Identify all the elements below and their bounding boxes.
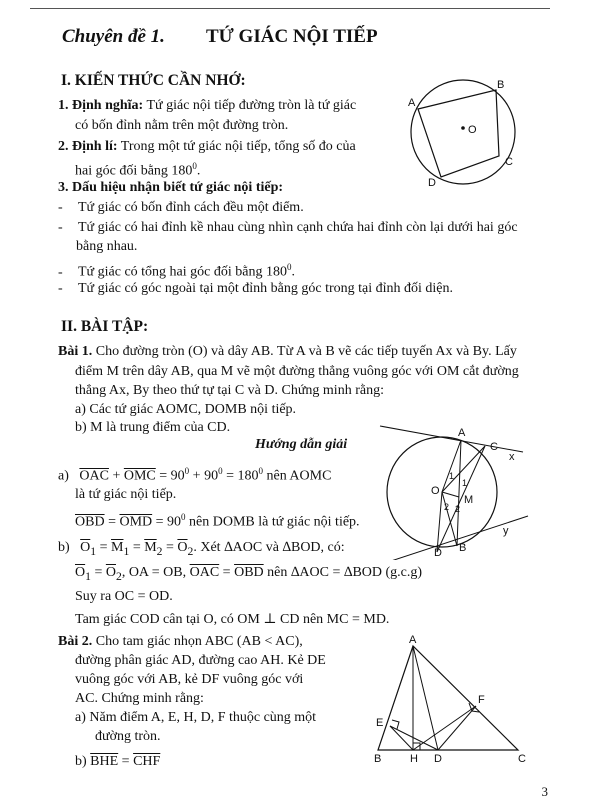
label-c: C: [518, 753, 526, 764]
bai1-text1: Cho đường tròn (O) và dây AB. Từ A và B vẽ các tiếp tuyến Ax và By. Lấy: [92, 344, 517, 359]
label-b: B: [374, 753, 382, 764]
sol-a-text2: nên DOMB là tứ giác nội tiếp.: [185, 514, 360, 530]
label-x: x: [509, 451, 515, 463]
bullet-dot: .: [291, 264, 295, 280]
label-f: F: [478, 694, 485, 706]
solution-a-line2: là tứ giác nội tiếp.: [75, 487, 177, 502]
label-a: A: [408, 97, 416, 109]
label-angle-2: 2: [455, 504, 461, 514]
deg: 0: [218, 466, 223, 476]
op-eq: =: [104, 514, 120, 530]
label-y: y: [503, 525, 509, 537]
bai2-line4: AC. Chứng minh rằng:: [75, 691, 204, 706]
label-h: H: [410, 753, 418, 764]
bullet-2: [58, 218, 518, 237]
op-plus: +: [189, 468, 205, 484]
bullet-text: Tứ giác có góc ngoài tại một đỉnh bằng góc trong tại đỉnh đối diện.: [78, 281, 454, 296]
definition-line1: [58, 96, 356, 115]
sub: 2: [187, 544, 194, 558]
angle-obd: $\overline{OBD}$: [234, 565, 264, 580]
page-title: [62, 26, 378, 48]
deg: 0: [258, 466, 263, 476]
theorem-line1: [58, 137, 356, 156]
top-rule: [30, 8, 550, 9]
bai2-part-b: [75, 752, 160, 771]
triangle-abc: [378, 646, 518, 750]
dash: -: [58, 264, 63, 280]
definition-line2: có bốn đỉnh nằm trên một đường tròn.: [75, 118, 289, 133]
num-180: 180: [237, 468, 259, 484]
theorem-end: .: [196, 163, 201, 179]
segment-om: [442, 492, 459, 497]
label-a: A: [458, 427, 466, 439]
angle-omd: $\overline{OMD}$: [119, 514, 153, 530]
solution-a-line3: [75, 508, 360, 532]
bai1-part-a: a) Các tứ giác AOMC, DOMB nội tiếp.: [75, 402, 297, 417]
figure-cyclic-quadrilateral: [396, 76, 526, 192]
bai1-part-b: b) M là trung điểm của CD.: [75, 420, 231, 435]
topic-title: TỨ GIÁC NỘI TIẾP: [206, 26, 378, 47]
label-c: C: [490, 441, 498, 453]
sol-b-text1: . Xét ∆AOC và ∆BOD, có:: [193, 540, 345, 555]
angle-omc: $\overline{OMC}$: [123, 468, 156, 484]
bai2-label: Bài 2.: [58, 634, 93, 649]
bai1-line2: điểm M trên dây AB, qua M vẽ một đường thẳng vuông góc với OM cắt đường: [75, 364, 519, 379]
bullet-4: [58, 279, 453, 298]
figure-triangle-abc: [368, 632, 538, 764]
sol-a-text1: nên AOMC: [262, 468, 332, 484]
bullet-text: Tứ giác có hai đỉnh kề nhau cùng nhìn cạnh chứa hai đỉnh còn lại dưới hai góc: [78, 220, 518, 235]
figure-tangent-lines: [378, 422, 538, 560]
angle-m2: $\overline{M}$: [144, 540, 157, 555]
tangent-ax: [380, 426, 523, 452]
theorem-text2: hai góc đối bằng 180: [75, 163, 193, 179]
label-o: O: [431, 485, 440, 497]
label-o: O: [468, 124, 477, 136]
angle-bhe: $\overline{BHE}$: [90, 754, 119, 769]
op-eq: =: [152, 514, 168, 530]
bai2-line2: đường phân giác AD, đường cao AH. Kẻ DE: [75, 653, 326, 668]
angle-m1: $\overline{M}$: [111, 540, 124, 555]
solution-a-line1: [58, 462, 331, 486]
definition-text1: Tứ giác nội tiếp đường tròn là tứ giác: [143, 98, 357, 113]
label-angle-1: 1: [462, 478, 468, 488]
sol-a-label: a): [58, 468, 69, 484]
segment-eh: [390, 726, 413, 750]
angle-oac: $\overline{OAC}$: [79, 468, 109, 484]
sub: 2: [156, 544, 163, 558]
angle-o1: $\overline{O}$: [80, 540, 91, 555]
op-eq: =: [162, 540, 178, 555]
sub: 2: [115, 569, 122, 583]
page-number: 3: [541, 784, 548, 799]
solution-b-line1: [58, 538, 345, 561]
dash: -: [58, 220, 63, 235]
deg: 0: [181, 512, 186, 522]
sign-heading: 3. Dấu hiệu nhận biết tứ giác nội tiếp:: [58, 180, 284, 195]
label-m: M: [464, 494, 474, 506]
dash: -: [58, 200, 63, 215]
label-e: E: [376, 717, 384, 729]
sub: 1: [85, 569, 91, 583]
label-d: D: [434, 547, 442, 559]
chord-ab: [457, 440, 461, 546]
bullet-1: [58, 198, 304, 217]
op-eq: =: [155, 468, 171, 484]
label-angle-2: 2: [444, 502, 450, 512]
label-d: D: [428, 177, 436, 189]
angle-o1: $\overline{O}$: [75, 565, 86, 580]
sol-b-label: b): [58, 540, 70, 555]
sol-b-end: nên ∆AOC = ∆BOD (g.c.g): [263, 565, 423, 580]
bai2-part-a2: đường tròn.: [95, 729, 161, 744]
solution-b-line4: Tam giác COD cân tại O, có OM ⊥ CD nên MC = MD.: [75, 612, 390, 627]
quadrilateral-abcd: [418, 90, 499, 177]
deg: 0: [184, 466, 190, 476]
theorem-degree: 0: [192, 161, 197, 171]
bisector-ad: [413, 646, 438, 750]
op-eq: =: [90, 565, 106, 580]
section1-heading: I. KIẾN THỨC CẦN NHỚ:: [61, 72, 246, 89]
sub: 1: [90, 544, 97, 558]
label-d: D: [434, 753, 442, 764]
num-90: 90: [204, 468, 219, 484]
op-eq: =: [129, 540, 145, 555]
angle-chf: $\overline{CHF}$: [133, 754, 161, 769]
angle-oac: $\overline{OAC}$: [189, 565, 220, 580]
segment-oa: [442, 440, 461, 492]
op-eq: =: [96, 540, 112, 555]
op-eq: =: [219, 565, 235, 580]
bai1-line1: [58, 342, 517, 361]
center-o: [461, 126, 465, 130]
label-b: B: [497, 79, 505, 91]
op-eq: =: [118, 754, 134, 769]
chapter-label: Chuyên đề 1.: [62, 26, 165, 47]
bai1-label: Bài 1.: [58, 344, 93, 359]
bullet-text: Tứ giác có bốn đỉnh cách đều một điểm.: [78, 200, 304, 215]
bai2-line3: vuông góc với AB, kẻ DF vuông góc với: [75, 672, 304, 687]
op-eq: =: [222, 468, 238, 484]
bullet-text: Tứ giác có tổng hai góc đối bằng 180: [78, 264, 287, 280]
theorem-text1: Trong một tứ giác nội tiếp, tổng số đo của: [117, 139, 356, 154]
num-90: 90: [167, 514, 182, 530]
section2-heading: II. BÀI TẬP:: [61, 318, 149, 335]
solution-heading: Hướng dẫn giải: [255, 437, 348, 452]
solution-b-line2: [75, 563, 422, 586]
label-a: A: [409, 634, 417, 646]
bai1-line3: thẳng Ax, By theo thứ tự tại C và D. Chứng minh rằng:: [75, 383, 384, 398]
label-b: B: [459, 542, 467, 554]
bullet-degree: 0: [286, 262, 292, 272]
bai2-line1: [58, 632, 303, 651]
theorem-label: 2. Định lí:: [58, 139, 118, 154]
num-90: 90: [170, 468, 185, 484]
bullet-2-cont: bằng nhau.: [76, 239, 138, 254]
bai2-b-label: b): [75, 754, 91, 769]
angle-o2: $\overline{O}$: [105, 565, 116, 580]
segment-ob: [442, 492, 457, 546]
definition-label: 1. Định nghĩa:: [58, 98, 144, 113]
sol-b-mid: , OA = OB,: [121, 565, 190, 580]
angle-o2: $\overline{O}$: [177, 540, 188, 555]
sub: 1: [123, 544, 130, 558]
label-angle-1: 1: [449, 471, 455, 481]
op-plus: +: [108, 468, 124, 484]
bai2-text1: Cho tam giác nhọn ABC (AB < AC),: [92, 634, 303, 649]
bai2-part-a1: a) Năm điểm A, E, H, D, F thuộc cùng một: [75, 710, 317, 725]
solution-b-line3: Suy ra OC = OD.: [75, 589, 173, 604]
dash: -: [58, 281, 63, 296]
label-c: C: [505, 156, 513, 168]
angle-obd: $\overline{OBD}$: [75, 514, 105, 530]
segment-hf: [413, 706, 476, 750]
